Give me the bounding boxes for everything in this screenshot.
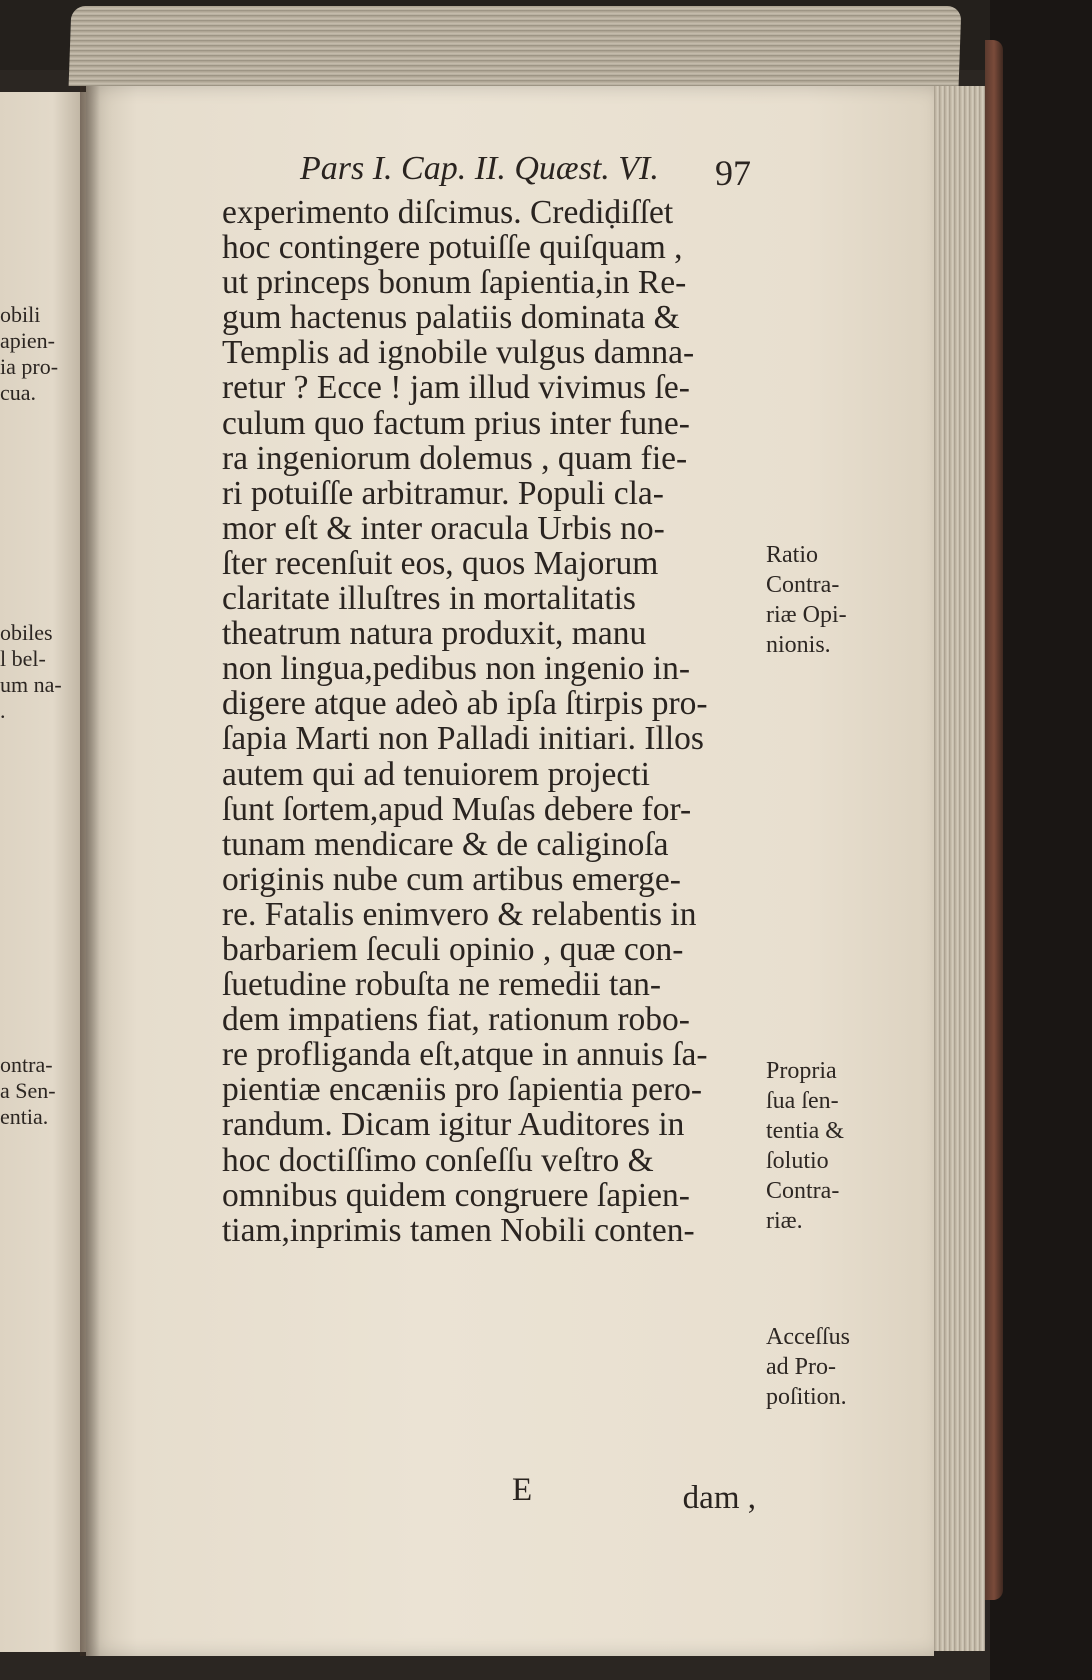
text-line: autem qui ad tenuiorem projecti	[222, 755, 650, 793]
text-line: ra ingeniorum dolemus , quam fie-	[222, 439, 688, 477]
text-line: ut princeps bonum ſapientia,in Re-	[222, 264, 687, 302]
text-line: ſter recenſuit eos, quos Majorum	[222, 544, 659, 582]
text-line: theatrum natura produxit, manu	[222, 615, 647, 653]
text-line: culum quo factum prius inter fune-	[222, 404, 690, 442]
text-line: mor eſt & inter oracula Urbis no-	[222, 509, 665, 547]
text-line: tiam,inprimis tamen Nobili conten-	[222, 1211, 695, 1249]
margin-note-accessus: Acceſſus ad Pro- poſition.	[766, 1324, 850, 1410]
text-line: claritate illuſtres in mortalitatis	[222, 580, 636, 618]
text-line: hoc contingere potuiſſe quiſquam ,	[222, 229, 683, 267]
running-head: Pars I. Cap. II. Quæst. VI.	[300, 150, 659, 187]
page-stack-top-edge	[69, 6, 962, 86]
text-line: retur ? Ecce ! jam illud vivimus ſe-	[222, 369, 690, 407]
margin-note-propria: Propria ſua ſen- tentia & ſolutio Contra- riæ.	[766, 1058, 844, 1234]
body-text	[222, 195, 762, 1248]
page-footer	[222, 1472, 762, 1516]
text-line: re profliganda eſt,atque in annuis ſa-	[222, 1036, 708, 1074]
left-page-note: obiles l bel- um na- .	[0, 620, 62, 723]
text-line: non lingua,pedibus non ingenio in-	[222, 650, 691, 688]
text-line: pientiæ encæniis pro ſapientia pero-	[222, 1071, 703, 1109]
gutter-shadow	[80, 86, 100, 1656]
backdrop-right	[990, 0, 1092, 1680]
signature-mark: E	[512, 1472, 533, 1508]
text-line: Templis ad ignobile vulgus damna-	[222, 334, 695, 372]
book-cover-edge	[985, 40, 1003, 1600]
text-line: originis nube cum artibus emerge-	[222, 860, 681, 898]
left-page-note: ontra- a Sen- entia.	[0, 1052, 56, 1129]
text-line: hoc doctiſſimo conſeſſu veſtro &	[222, 1141, 654, 1179]
text-line: ri potuiſſe arbitramur. Populi cla-	[222, 474, 664, 512]
text-line: randum. Dicam igitur Auditores in	[222, 1106, 685, 1144]
page-stack-right-edge	[930, 86, 985, 1651]
page-number: 97	[715, 153, 751, 193]
text-line: omnibus quidem congruere ſapien-	[222, 1176, 690, 1214]
text-line: digere atque adeò ab ipſa ſtirpis pro-	[222, 685, 708, 723]
text-line: ſunt ſortem,apud Muſas debere for-	[222, 790, 692, 828]
left-facing-page	[0, 92, 88, 1652]
text-line: tunam mendicare & de caliginoſa	[222, 825, 669, 863]
text-line: gum hactenus palatiis dominata &	[222, 299, 680, 337]
margin-note-ratio: Ratio Contra- riæ Opi- nionis.	[766, 542, 847, 658]
left-page-note: obili apien- ia pro- cua.	[0, 302, 59, 405]
text-line: experimento diſcimus. Crediḍiſſet	[222, 194, 674, 231]
catchword: dam ,	[682, 1480, 756, 1516]
text-line: barbariem ſeculi opinio , quæ con-	[222, 930, 684, 968]
text-line: ſapia Marti non Palladi initiari. Illos	[222, 720, 704, 758]
text-line: ſuetudine robuſta ne remedii tan-	[222, 966, 662, 1004]
text-line: re. Fatalis enimvero & relabentis in	[222, 895, 697, 933]
text-line: dem impatiens fiat, rationum robo-	[222, 1001, 690, 1039]
